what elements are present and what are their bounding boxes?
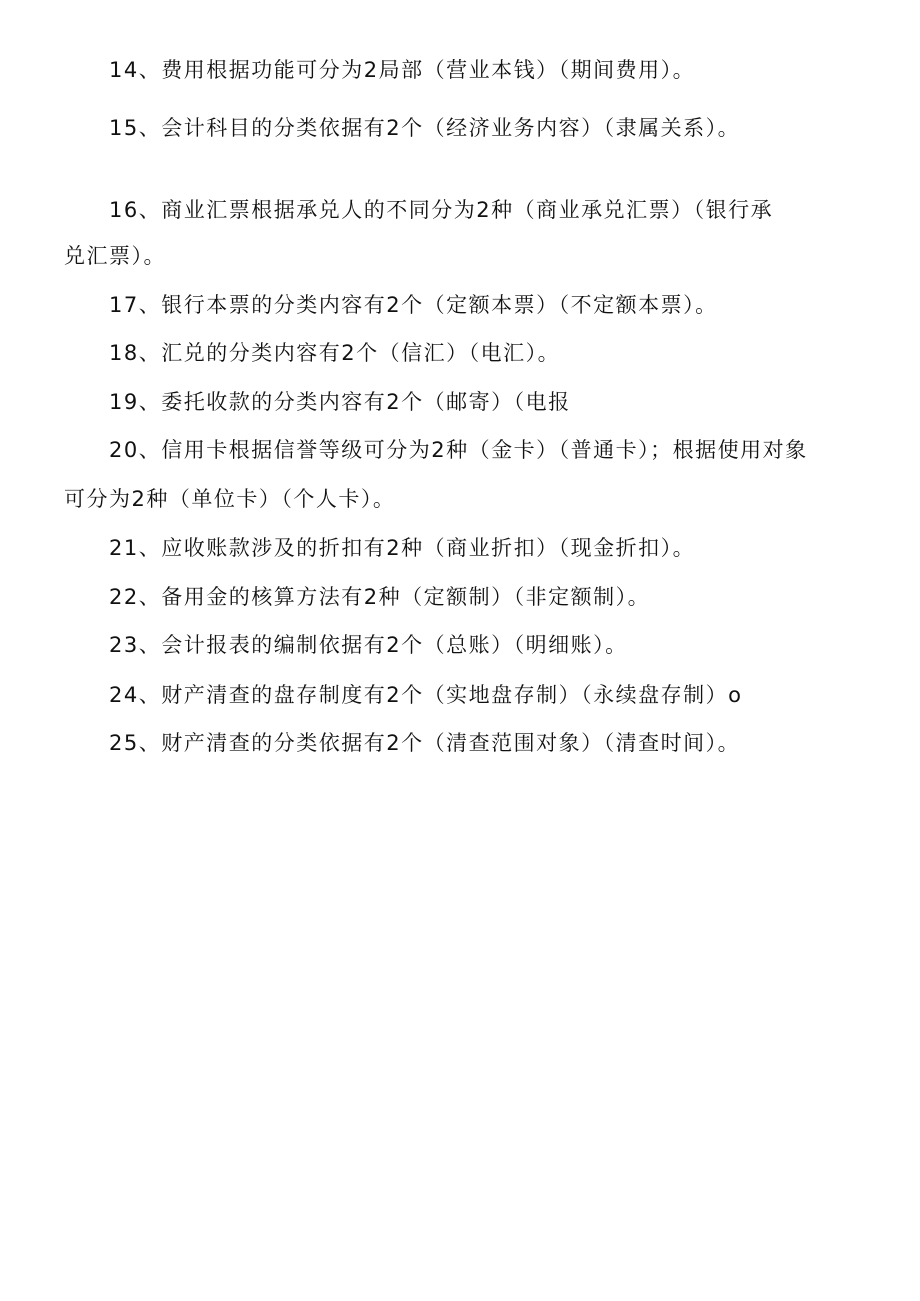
item-21: 21、应收账款涉及的折扣有2种（商业折扣）（现金折扣）。 xyxy=(109,536,696,560)
item-24: 24、财产清查的盘存制度有2个（实地盘存制）（永续盘存制）o xyxy=(109,683,743,707)
item-15: 15、会计科目的分类依据有2个（经济业务内容）（隶属关系）。 xyxy=(109,116,741,140)
item-19: 19、委托收款的分类内容有2个（邮寄）（电报 xyxy=(109,390,571,414)
item-20: 20、信用卡根据信誉等级可分为2种（金卡）（普通卡）；根据使用对象 xyxy=(109,438,808,462)
item-22: 22、备用金的核算方法有2种（定额制）（非定额制）。 xyxy=(109,585,651,609)
item-25: 25、财产清查的分类依据有2个（清查范围对象）（清查时间）。 xyxy=(109,731,741,755)
item-20-continuation: 可分为2种（单位卡）（个人卡）。 xyxy=(64,487,396,511)
item-17: 17、银行本票的分类内容有2个（定额本票）（不定额本票）。 xyxy=(109,293,718,317)
item-23: 23、会计报表的编制依据有2个（总账）（明细账）。 xyxy=(109,633,628,657)
item-16: 16、商业汇票根据承兑人的不同分为2种（商业承兑汇票）（银行承 xyxy=(109,198,774,222)
item-16-continuation: 兑汇票）。 xyxy=(64,244,166,268)
item-14: 14、费用根据功能可分为2局部（营业本钱）（期间费用）。 xyxy=(109,58,696,82)
item-18: 18、汇兑的分类内容有2个（信汇）（电汇）。 xyxy=(109,341,561,365)
